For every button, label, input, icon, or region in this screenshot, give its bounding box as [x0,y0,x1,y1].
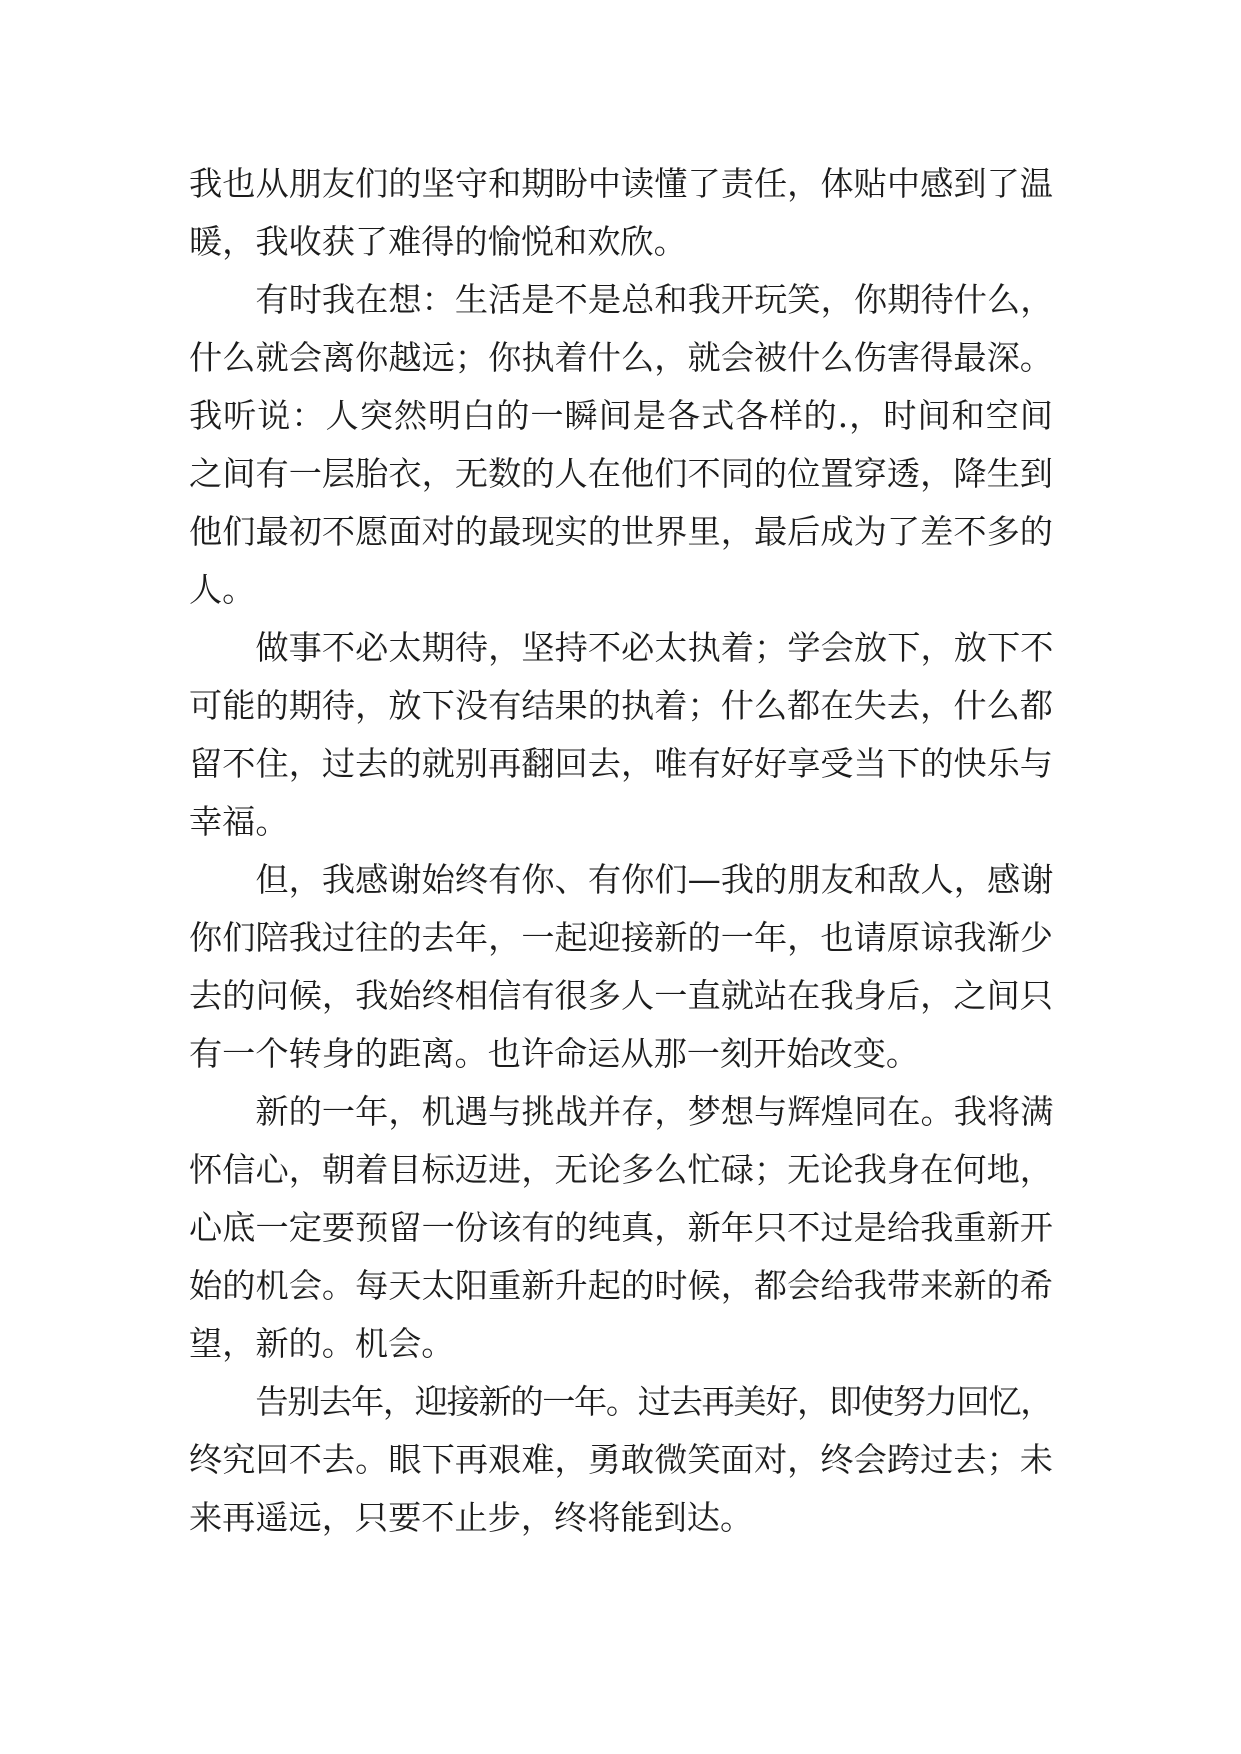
text-line [189,445,1053,503]
text-line [189,561,1053,619]
text-line [189,735,1053,793]
text-line-content: 来再遥远，只要不止步，终将能到达。 [189,1498,754,1537]
text-line-content: 之间有一层胎衣，无数的人在他们不同的位置穿透，降生到 [189,454,1054,493]
text-line [255,271,1053,329]
text-line [189,677,1053,735]
text-line-content: 始的机会。每天太阳重新升起的时候，都会给我带来新的希 [189,1266,1054,1305]
text-line [255,851,1053,909]
text-line-content: 新的一年，机遇与挑战并存，梦想与辉煌同在。我将满 [255,1092,1054,1131]
text-line-content: 什么就会离你越远；你执着什么，就会被什么伤害得最深。 [189,338,1054,377]
paragraph [189,271,1053,619]
body-text [189,155,1053,1547]
text-line [189,213,1053,271]
text-line-content: 去的问候，我始终相信有很多人一直就站在我身后，之间只 [189,976,1054,1015]
text-line-content: 他们最初不愿面对的最现实的世界里，最后成为了差不多的 [189,512,1054,551]
text-line-content: 幸福。 [189,802,289,841]
text-line-content: 有一个转身的距离。也许命运从那一刻开始改变。 [189,1034,920,1073]
text-line [189,909,1053,967]
text-line-content: 你们陪我过往的去年，一起迎接新的一年，也请原谅我渐少 [189,918,1054,957]
text-line-content: 心底一定要预留一份该有的纯真，新年只不过是给我重新开 [189,1208,1054,1247]
text-line-content: 留不住，过去的就别再翻回去，唯有好好享受当下的快乐与 [189,744,1054,783]
text-line [255,619,1053,677]
text-line [189,387,1053,445]
text-line-content: 怀信心，朝着目标迈进，无论多么忙碌；无论我身在何地， [189,1150,1054,1189]
text-line-content: 暖，我收获了难得的愉悦和欢欣。 [189,222,687,261]
text-line-content: 做事不必太期待，坚持不必太执着；学会放下，放下不 [255,628,1054,667]
text-line [189,1315,1053,1373]
paragraph [189,155,1053,271]
paragraph [189,1083,1053,1373]
text-line-content: 人。 [189,570,256,609]
text-line-content: 终究回不去。眼下再艰难，勇敢微笑面对，终会跨过去；未 [189,1440,1054,1479]
paragraph [189,851,1053,1083]
paragraph [189,619,1053,851]
text-line [189,155,1053,213]
text-line-content: 我也从朋友们的坚守和期盼中读懂了责任，体贴中感到了温 [189,164,1054,203]
text-line [255,1373,1053,1431]
text-line-content: 有时我在想：生活是不是总和我开玩笑，你期待什么， [255,280,1054,319]
text-line-content: 告别去年，迎接新的一年。过去再美好，即使努力回忆， [255,1382,1053,1421]
text-line [255,1083,1053,1141]
text-line [189,1025,1053,1083]
text-line [189,1257,1053,1315]
text-line [189,329,1053,387]
text-line-content: 我听说：人突然明白的一瞬间是各式各样的.，时间和空间 [189,396,1054,435]
text-line [189,503,1053,561]
text-line-content: 望，新的。机会。 [189,1324,455,1363]
text-line [189,1199,1053,1257]
text-line [189,1431,1053,1489]
text-line-content: 可能的期待，放下没有结果的执着；什么都在失去，什么都 [189,686,1054,725]
text-line [189,967,1053,1025]
text-line-content: 但，我感谢始终有你、有你们—我的朋友和敌人，感谢 [255,860,1054,899]
text-line [189,1141,1053,1199]
text-line [189,793,1053,851]
paragraph [189,1373,1053,1547]
text-line [189,1489,1053,1547]
